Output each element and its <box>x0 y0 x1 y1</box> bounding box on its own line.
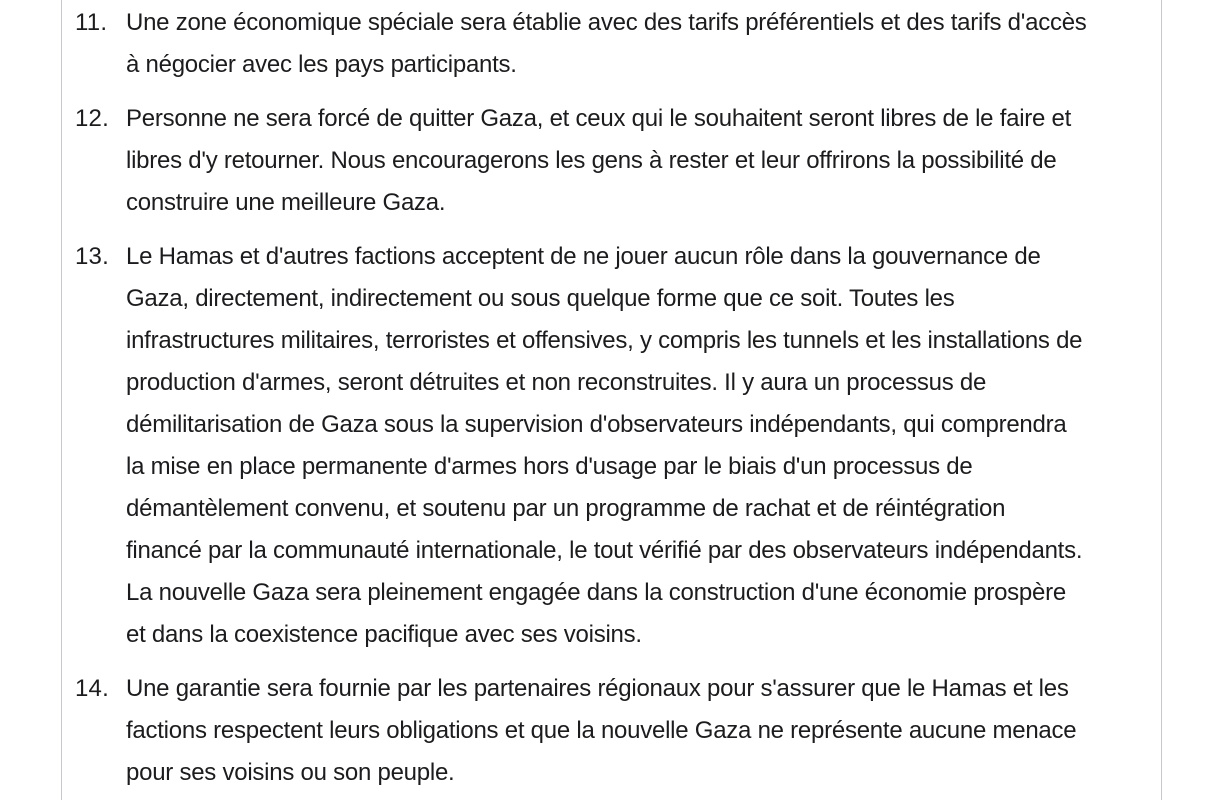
text-line: Gaza, directement, indirectement ou sous quelque forme que ce soit. Toutes les <box>126 285 955 312</box>
text-line: Une garantie sera fournie par les partenaires régionaux pour s'assurer que le Hamas et les <box>126 675 1069 702</box>
list-item-text <box>126 2 1163 86</box>
text-line: et dans la coexistence pacifique avec ses voisins. <box>126 621 642 648</box>
list-item <box>75 668 1163 794</box>
text-line: Personne ne sera forcé de quitter Gaza, et ceux qui le souhaitent seront libres de le faire et <box>126 105 1072 132</box>
text-line: production d'armes, seront détruites et non reconstruites. Il y aura un processus de <box>126 369 987 396</box>
list-item <box>75 2 1163 86</box>
text-line: libres d'y retourner. Nous encouragerons les gens à rester et leur offrirons la possibilité de <box>126 147 1057 174</box>
text-line: à négocier avec les pays participants. <box>126 51 517 78</box>
text-line: La nouvelle Gaza sera pleinement engagée dans la construction d'une économie prospère <box>126 579 1066 606</box>
text-line: Une zone économique spéciale sera établie avec des tarifs préférentiels et des tarifs d'accès <box>126 9 1087 36</box>
list-item-number: 11. <box>75 9 108 36</box>
list-item <box>75 236 1163 656</box>
list-item-number: 13. <box>75 243 109 270</box>
text-line: démilitarisation de Gaza sous la supervision d'observateurs indépendants, qui comprendra <box>126 411 1067 438</box>
list-item-text <box>126 236 1163 656</box>
list-item-number: 12. <box>75 105 109 132</box>
numbered-list <box>75 2 1163 806</box>
list-item-text <box>126 668 1163 794</box>
text-line: factions respectent leurs obligations et que la nouvelle Gaza ne représente aucune menace <box>126 717 1077 744</box>
list-item <box>75 98 1163 224</box>
text-line: pour ses voisins ou son peuple. <box>126 759 455 786</box>
text-line: construire une meilleure Gaza. <box>126 189 446 216</box>
text-line: infrastructures militaires, terroristes et offensives, y compris les tunnels et les installations de <box>126 327 1083 354</box>
list-item-text <box>126 98 1163 224</box>
text-line: financé par la communauté internationale, le tout vérifié par des observateurs indépendants. <box>126 537 1083 564</box>
list-item-number: 14. <box>75 675 109 702</box>
text-line: Le Hamas et d'autres factions acceptent de ne jouer aucun rôle dans la gouvernance de <box>126 243 1041 270</box>
text-line: démantèlement convenu, et soutenu par un programme de rachat et de réintégration <box>126 495 1006 522</box>
text-line: la mise en place permanente d'armes hors d'usage par le biais d'un processus de <box>126 453 973 480</box>
